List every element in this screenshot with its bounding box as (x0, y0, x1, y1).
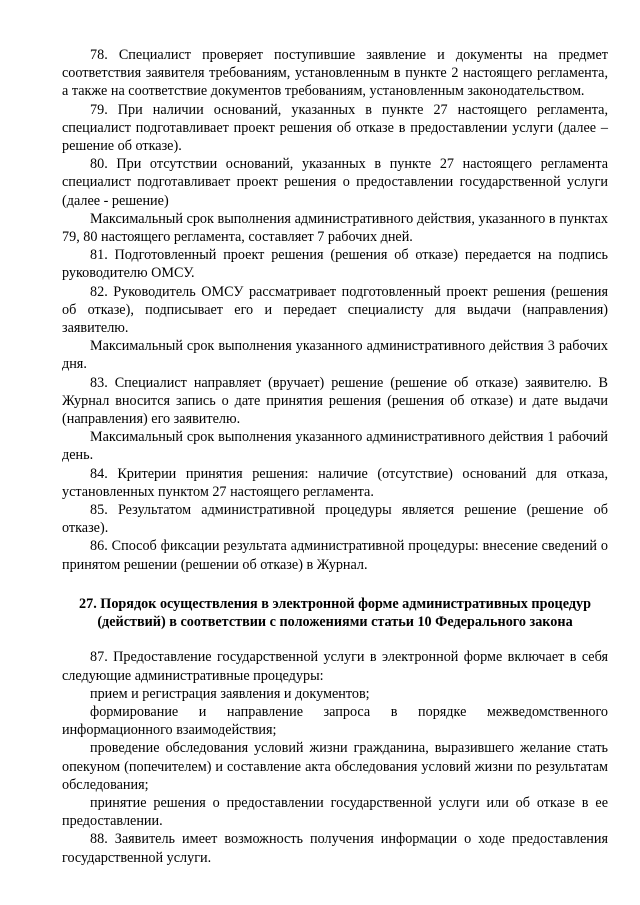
paragraph-82: 82. Руководитель ОМСУ рассматривает подготовленный проект решения (решения об отказе), подписывает его и передает специалисту для выдачи (направления) заявителю. (62, 283, 608, 337)
section-after (62, 648, 608, 866)
paragraph-81: 81. Подготовленный проект решения (решения об отказе) передается на подпись руководителю ОМСУ. (62, 247, 608, 282)
paragraph-80: 80. При отсутствии оснований, указанных в пункте 27 настоящего регламента специалист подготавливает проект решения о предоставлении государственной услуги (далее - решение) (62, 156, 608, 209)
document-page (62, 46, 608, 867)
paragraph-88: 88. Заявитель имеет возможность получения информации о ходе предоставления государственной услуги. (62, 831, 608, 866)
paragraph-84: 84. Критерии принятия решения: наличие (отсутствие) оснований для отказа, установленных пунктом 27 настоящего регламента. (62, 465, 608, 500)
paragraph-procedure-request: формирование и направление запроса в порядке межведомственного информационного взаимодействия; (62, 703, 608, 739)
paragraph-procedure-inspection: проведение обследования условий жизни гражданина, выразившего желание стать опекуном (попечителем) и составление акта обследования условий жизни по результатам обследования; (62, 740, 608, 793)
paragraph-86: 86. Способ фиксации результата административной процедуры: внесение сведений о принятом решении (решении об отказе) в Журнал. (62, 538, 608, 573)
paragraph-79: 79. При наличии оснований, указанных в пункте 27 настоящего регламента, специалист подготавливает проект решения об отказе в предоставлении услуги (далее – решение об отказе). (62, 101, 608, 155)
paragraph-87: 87. Предоставление государственной услуги в электронной форме включает в себя следующие административные процедуры: (62, 649, 608, 684)
paragraph-max-term-7-days: Максимальный срок выполнения административного действия, указанного в пунктах 79, 80 настоящего регламента, составляет 7 рабочих дней. (62, 210, 608, 246)
section-heading-27: 27. Порядок осуществления в электронной форме административных процедур (действий) в соответствии с положениями статьи 10 Федерального закона (79, 595, 591, 631)
paragraph-max-term-1-day: Максимальный срок выполнения указанного административного действия 1 рабочий день. (62, 429, 608, 464)
paragraph-max-term-3-days: Максимальный срок выполнения указанного административного действия 3 рабочих дня. (62, 338, 608, 373)
paragraph-83: 83. Специалист направляет (вручает) решение (решение об отказе) заявителю. В Журнал вносится запись о дате принятия решения (решения об отказе) и дате выдачи (направления) его заявителю. (62, 374, 608, 428)
section-before (62, 46, 608, 574)
paragraph-procedure-decision: принятие решения о предоставлении государственной услуги или об отказе в ее предоставлении. (62, 794, 608, 830)
paragraph-procedure-intake: прием и регистрация заявления и документов; (90, 685, 370, 702)
paragraph-78: 78. Специалист проверяет поступившие заявление и документы на предмет соответствия заявителя требованиям, установленным в пункте 2 настоящего регламента, а также на соответствие документов требованиям, установленным законодательством. (62, 47, 608, 100)
paragraph-85: 85. Результатом административной процедуры является решение (решение об отказе). (62, 502, 608, 537)
